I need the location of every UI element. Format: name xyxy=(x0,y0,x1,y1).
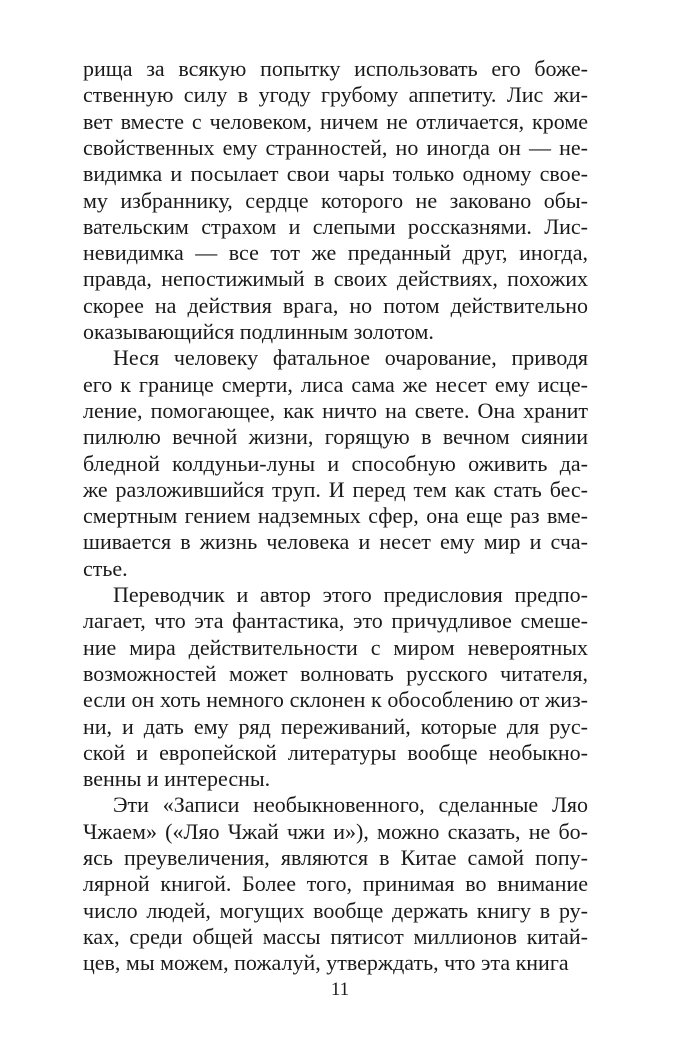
text-line: невидимка — все тот же преданный друг, иногда, xyxy=(83,240,588,266)
text-line: ни, и дать ему ряд переживаний, которые для рус- xyxy=(83,713,588,739)
text-line: его к границе смерти, лиса сама же несет ему исце- xyxy=(83,371,588,397)
text-line: венны и интересны. xyxy=(83,766,271,792)
book-page xyxy=(83,58,588,998)
text-line: рища за всякую попытку использовать его боже- xyxy=(83,56,588,81)
text-line: шивается в жизнь человека и несет ему мир и сча- xyxy=(83,529,588,555)
text-line: возможностей может волновать русского читателя, xyxy=(83,660,588,686)
text-line: вательским страхом и слепыми россказнями. Лис- xyxy=(83,213,588,239)
text-line: му избраннику, сердце которого не заковано обы- xyxy=(83,187,588,213)
text-line: лярной книгой. Более того, принимая во внимание xyxy=(83,871,588,897)
text-line: смертным гением надземных сфер, она еще раз вме- xyxy=(83,503,588,529)
text-line: оказывающийся подлинным золотом. xyxy=(83,319,434,344)
text-line: ской и европейской литературы вообще необыкно- xyxy=(83,739,588,765)
text-line: же разложившийся труп. И перед тем как стать бес- xyxy=(83,476,588,502)
page-number: 11 xyxy=(330,979,350,1000)
text-line: свойственных ему странностей, но иногда он — не- xyxy=(83,134,588,160)
paragraph-first-line: Переводчик и автор этого предисловия предпо- xyxy=(113,582,588,607)
paragraph-first-line: Эти «Записи необыкновенного, сделанные Ляо xyxy=(113,792,588,818)
text-line: бледной колдуньи-луны и способную оживить да- xyxy=(83,450,588,476)
paragraph-first-line: Неся человеку фатальное очарование, приводя xyxy=(113,345,588,371)
text-line: правда, непостижимый в своих действиях, похожих xyxy=(83,266,588,292)
text-line: видимка и посылает свои чары только одному свое- xyxy=(83,161,588,187)
text-line: ление, помогающее, как ничто на свете. Она хранит xyxy=(83,397,588,423)
text-line: ках, среди общей массы пятисот миллионов китай- xyxy=(83,923,588,949)
text-line: ние мира действительности с миром невероятных xyxy=(83,634,588,660)
text-line: если он хоть немного склонен к обособлению от жиз- xyxy=(83,687,588,713)
text-line: Чжаем» («Ляо Чжай чжи и»), можно сказать, не бо- xyxy=(83,818,588,844)
text-line: цев, мы можем, пожалуй, утверждать, что эта книга xyxy=(83,950,569,976)
text-line: лагает, что эта фантастика, это причудливое смеше- xyxy=(83,608,588,634)
text-line: скорее на действия врага, но потом действительно xyxy=(83,292,588,318)
text-line: ясь преувеличения, являются в Китае самой попу- xyxy=(83,845,588,870)
text-line: стье. xyxy=(83,555,128,581)
text-line: ственную силу в угоду грубому аппетиту. Лис жи- xyxy=(83,82,588,108)
text-line: вет вместе с человеком, ничем не отличается, кроме xyxy=(83,108,588,134)
text-line: число людей, могущих вообще держать книгу в ру- xyxy=(83,897,588,923)
text-line: пилюлю вечной жизни, горящую в вечном сиянии xyxy=(83,424,588,450)
